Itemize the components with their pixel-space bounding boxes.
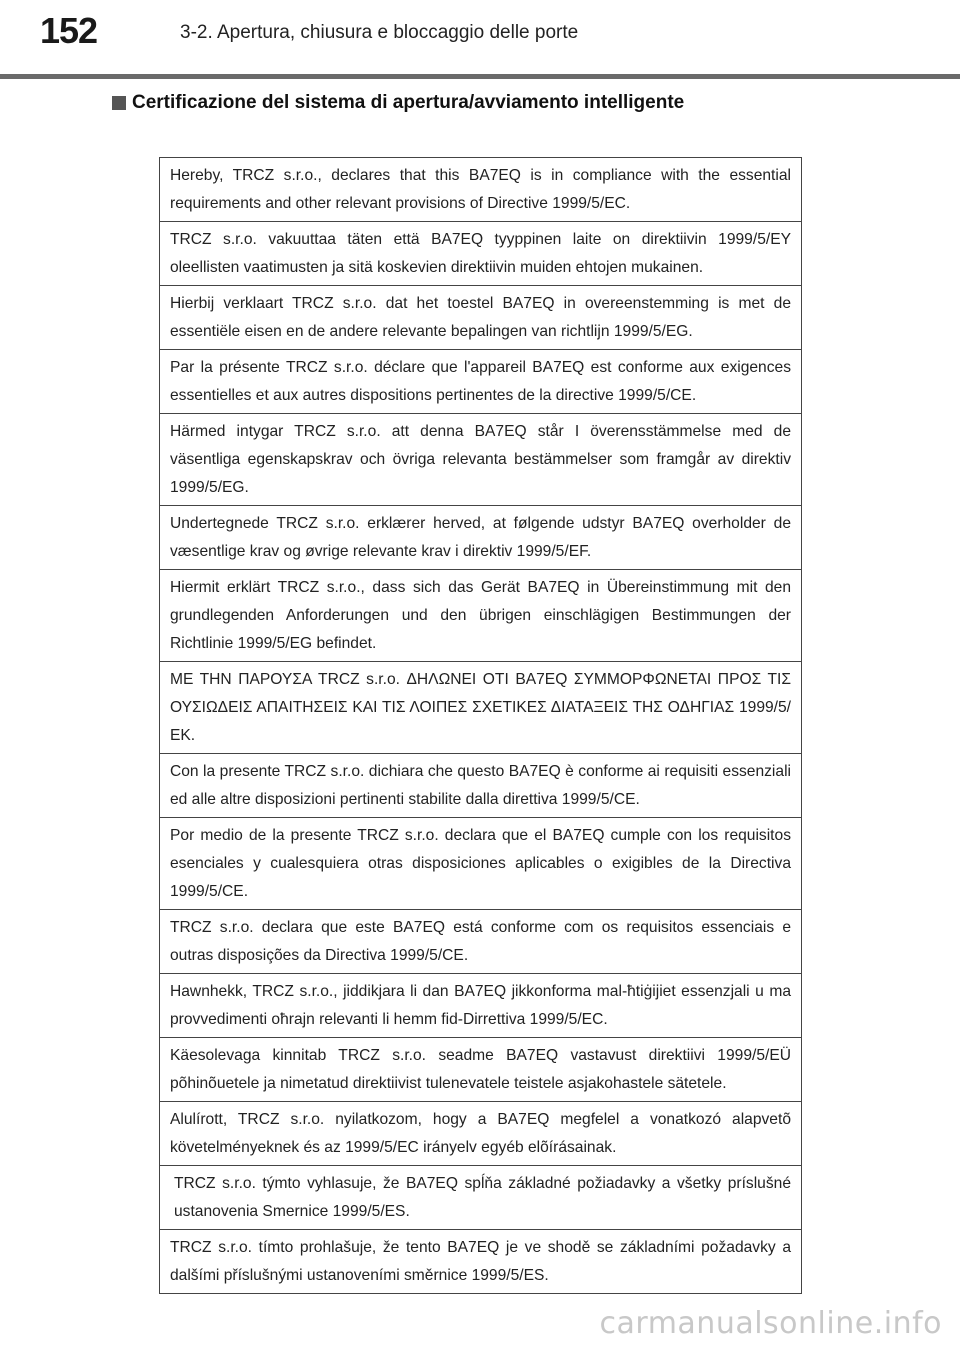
table-row (160, 1166, 802, 1230)
declaration-dutch: Hierbij verklaart TRCZ s.r.o. dat het toestel BA7EQ in overeenstemming is met de essentiële eisen en de andere relevante bepalingen van richtlijn 1999/5/EG. (160, 286, 802, 350)
declaration-hungarian: Alulírott, TRCZ s.r.o. nyilatkozom, hogy a BA7EQ megfelel a vonatkozó alapvetõ követelményeknek és az 1999/5/EC irányelv egyéb elõírásainak. (160, 1102, 802, 1166)
table-row (160, 1038, 802, 1102)
table-row (160, 350, 802, 414)
table-row (160, 222, 802, 286)
declaration-finnish: TRCZ s.r.o. vakuuttaa täten että BA7EQ tyyppinen laite on direktiivin 1999/5/EY oleellisten vaatimusten ja sitä koskevien direktiivin muiden ehtojen mukainen. (160, 222, 802, 286)
declaration-maltese: Hawnhekk, TRCZ s.r.o., jiddikjara li dan BA7EQ jikkonforma mal-ħtiġijiet essenzjali u ma provvedimenti oħrajn relevanti li hemm fid-Dirrettiva 1999/5/EC. (160, 974, 802, 1038)
page-number: 152 (40, 10, 98, 51)
declarations-table (159, 157, 802, 1294)
declaration-slovak: TRCZ s.r.o. týmto vyhlasuje, že BA7EQ spĺňa základné požiadavky a všetky príslušné ustanovenia Smernice 1999/5/ES. (160, 1166, 802, 1230)
section-heading (112, 92, 684, 114)
declaration-french: Par la présente TRCZ s.r.o. déclare que l'appareil BA7EQ est conforme aux exigences essentielles et aux autres dispositions pertinentes de la directive 1999/5/CE. (160, 350, 802, 414)
watermark: carmanualsonline.info (599, 1306, 942, 1341)
chapter-title: 3-2. Apertura, chiusura e bloccaggio delle porte (180, 22, 579, 43)
table-row (160, 818, 802, 910)
table-row (160, 506, 802, 570)
square-bullet-icon (112, 96, 126, 110)
declaration-estonian: Käesolevaga kinnitab TRCZ s.r.o. seadme BA7EQ vastavust direktiivi 1999/5/EÜ põhinõuetele ja nimetatud direktiivist tulenevatele teistele asjakohastele sätetele. (160, 1038, 802, 1102)
table-row (160, 570, 802, 662)
declaration-czech: TRCZ s.r.o. tímto prohlašuje, že tento BA7EQ je ve shodě se základními požadavky a dalšími příslušnými ustanoveními směrnice 1999/5/ES. (160, 1230, 802, 1294)
table-row (160, 414, 802, 506)
table-row (160, 910, 802, 974)
table-row (160, 1230, 802, 1294)
declaration-greek: ΜΕ ΤΗΝ ΠΑΡΟΥΣΑ TRCZ s.r.o. ΔΗΛΩΝΕΙ ΟΤΙ BA7EQ ΣΥΜΜΟΡΦΩΝΕΤΑΙ ΠΡΟΣ ΤΙΣ ΟΥΣΙΩΔΕΙΣ ΑΠΑΙΤΗΣΕΙΣ ΚΑΙ ΤΙΣ ΛΟΙΠΕΣ ΣΧΕΤΙΚΕΣ ΔΙΑΤΑΞΕΙΣ ΤΗΣ ΟΔΗΓΙΑΣ 1999/5/ΕΚ. (160, 662, 802, 754)
table-row (160, 974, 802, 1038)
section-title: Certificazione del sistema di apertura/avviamento intelligente (132, 92, 685, 113)
table-row (160, 158, 802, 222)
declaration-german: Hiermit erklärt TRCZ s.r.o., dass sich das Gerät BA7EQ in Übereinstimmung mit den grundlegenden Anforderungen und den übrigen einschlägigen Bestimmungen der Richtlinie 1999/5/EG befindet. (160, 570, 802, 662)
declaration-italian: Con la presente TRCZ s.r.o. dichiara che questo BA7EQ è conforme ai requisiti essenziali ed alle altre disposizioni pertinenti stabilite dalla direttiva 1999/5/CE. (160, 754, 802, 818)
declaration-portuguese: TRCZ s.r.o. declara que este BA7EQ está conforme com os requisitos essenciais e outras disposições da Directiva 1999/5/CE. (160, 910, 802, 974)
table-row (160, 286, 802, 350)
declaration-spanish: Por medio de la presente TRCZ s.r.o. declara que el BA7EQ cumple con los requisitos esenciales y cualesquiera otras disposiciones aplicables o exigibles de la Directiva 1999/5/CE. (160, 818, 802, 910)
declaration-swedish: Härmed intygar TRCZ s.r.o. att denna BA7EQ står I överensstämmelse med de väsentliga egenskapskrav och övriga relevanta bestämmelser som framgår av direktiv 1999/5/EG. (160, 414, 802, 506)
declaration-danish: Undertegnede TRCZ s.r.o. erklærer herved, at følgende udstyr BA7EQ overholder de væsentlige krav og øvrige relevante krav i direktiv 1999/5/EF. (160, 506, 802, 570)
table-row (160, 754, 802, 818)
declaration-english: Hereby, TRCZ s.r.o., declares that this BA7EQ is in compliance with the essential requirements and other relevant provisions of Directive 1999/5/EC. (160, 158, 802, 222)
header-rule (0, 74, 960, 79)
table-row (160, 662, 802, 754)
table-row (160, 1102, 802, 1166)
